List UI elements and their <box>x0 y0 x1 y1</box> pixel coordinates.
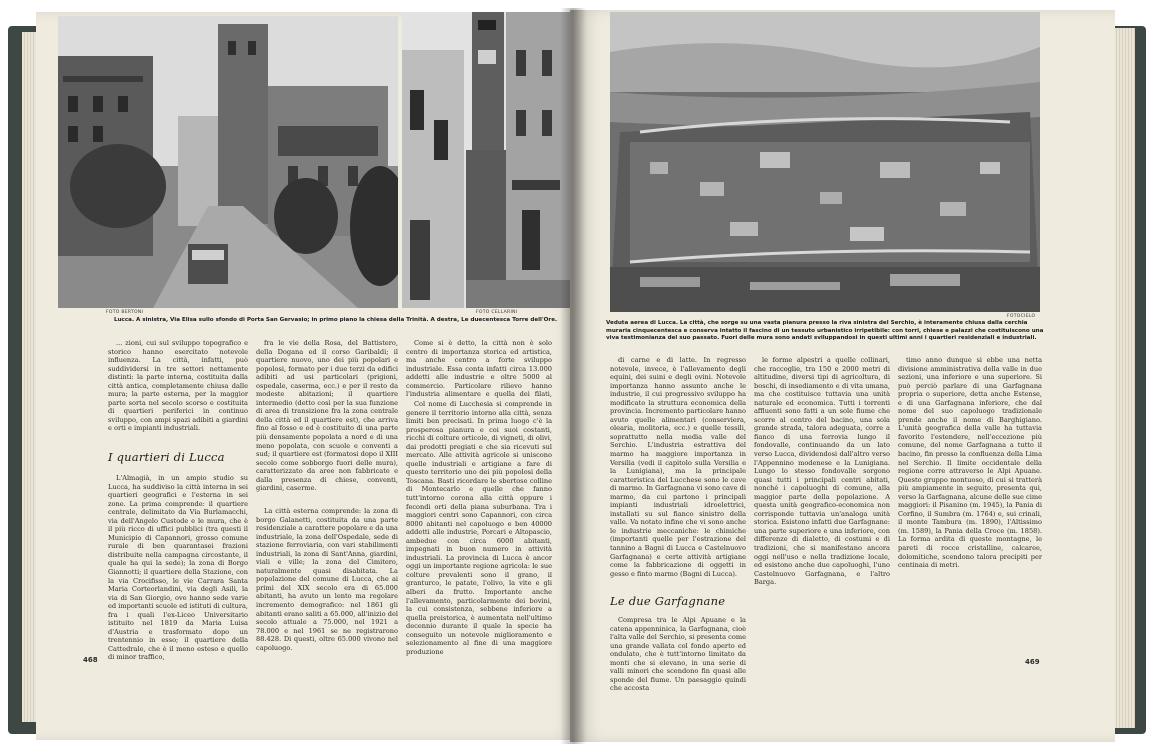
left-column-1-bottom: L'Almagià, in un ampio studio su Lucca, ha suddiviso la città interna in sei quartieri geografici e l'esterna in sei zone. La prima comprende: il quartiere centrale, delimitato da Via Burlamacchi, via dell'Angelo Custode e le mura, che è il più ricco di uffici pubblici (tra questi il Municipio di Capannori, grosso comune rurale di ben quarantasei frazioni distribuite nella campagna circostante, il quale ha qui la sede); la zona di Borgo Giannotti; il quartiere della Stazione, con la via Crocifisso, le vie Carrara Santa Maria Corteorlandini, via degli Asili, la via di San Giorgio, ove hanno sede varie ed importanti scuole ed istituti di cultura, fra i quali l'ex-Liceo Universitario istituito nel 1819 da Maria Luisa d'Austria e trasformato dopo un trentennio in esso; il quartiere della Cattedrale, che è il meno esteso e quello di minor traffico, <box>108 474 248 662</box>
left-caption: Lucca. A sinistra, Via Elisa sullo sfondo di Porta San Gervasio; in primo piano la chiesa della Trinità. A destra, Le duecentesca Torre dell'Ore. <box>114 317 558 323</box>
left-column-1-top: ... zioni, cui sul sviluppo topografico e storico hanno esercitato notevole influenza. La città, infatti, può suddividersi in tre settori nettamente distinti: la parte interna, costituita dalla città antica, completamente chiusa dalle mura; la parte esterna, per la maggior parte sorta nel secolo scorso e costituita di quartieri periferici in continuo sviluppo, con ampi spazi adibiti a giardini e orti e impianti industriali. <box>108 339 248 433</box>
left-column-2-bottom: La città esterna comprende: la zona di borgo Galanetti, costituita da una parte residenziale a carattere popolare e da una industriale, la zona dell'Ospedale, sede di stazione ferroviaria, con vari stabilimenti industriali, la zona di Sant'Anna, giardini, viali e ville; la zona del Cimitero, naturalmente quasi disabitata. La popolazione del comune di Lucca, che ai primi del XIX secolo era di 65.000 abitanti, ha avuto un lento ma regolare incremento demografico: nel 1861 gli abitanti erano saliti a 65.000, all'inizio del secolo attuale a 75.000, nel 1921 a 78.000 e nel 1961 se ne registrarono 88.428. Di questi, oltre 65.000 vivono nel capoluogo. <box>256 507 398 652</box>
photo-credit-left: FOTO BERTONI <box>106 310 144 315</box>
right-column-3: timo anno dunque si ebbe una netta divisione amministrativa della valle in due sezioni, una inferiore e una superiore. Si può perciò parlare di una Garfagnana propria o superiore, detta anche Estense, e di una Garfagnana inferiore, che dal nome del suo capoluogo tradizionale prende anche il nome di Barghigiano. L'unità geografica della valle ha tuttavia favorito l'estendere, nell'eccezione più comune, del nome Garfagnana a tutto il bacino, fin presso la confluenza della Lima nel Serchio. Il limite occidentale della regione corre attraverso le Alpi Apuane. Questo gruppo montuoso, di cui si tratterà più ampiamente in seguito, presenta qui, verso la Garfagnana, alcune delle sue cime maggiori: il Pisanino (m. 1945), la Pania di Corfino, il Sumbra (m. 1764) e, sui crinali, il monte Tambura (m. 1890), l'Altissimo (m. 1589), la Pania della Croce (m. 1858). La forma ardita di queste montagne, le pareti di rocce cristalline, calcaree, dolomitiche, scendono talora precipiti per centinaia di metri. <box>898 356 1042 570</box>
photo-torre-delle-ore <box>402 12 570 308</box>
photo-via-elisa <box>58 16 398 308</box>
right-column-1-bottom: Compresa tra le Alpi Apuane e la catena appenninica, la Garfagnana, cioè l'alta valle del Serchio, si presenta come una grande vallata col fondo aperto ed ondulato, che è tutt'intorno limitato da monti che si elevano, in una serie di valli minori che scendono fin quasi alle sponde del fiume. Un paesaggio quindi che accosta <box>610 616 746 693</box>
left-page <box>36 12 582 740</box>
left-column-3-top: Come si è detto, la città non è solo centro di importanza storica ed artistica, ma anche centro a forte sviluppo industriale. Essa conta infatti circa 13.000 addetti alle industrie e oltre 5000 al commercio. Particolare rilievo hanno l'industria alimentare e quella dei filati, <box>406 339 552 399</box>
right-caption: Veduta aerea di Lucca. La città, che sorge su una vasta pianura presso la riva sinistra del Serchio, è interamente chiusa dalla cerchia muraria cinquecentesca e conserva intatto il fascino di un tessuto urbanistico irripetibile: con torri, chiese e palazzi che costituiscono una viva testimonianza del suo passato. Fuori delle mura sono andati sviluppandosi in questi ultimi anni i quartieri residenziali e industriali. <box>606 320 1044 342</box>
left-column-3-bottom: Col nome di Lucchesia si comprende in genere il territorio intorno alla città, senza limiti ben precisati. In prima luogo c'è la prosperosa pianura e coi suoi costanti, ricchi di colture orticole, di vigneti, di olivi, dai prodotti pregiati e che sia ricevuti sul mercato. Alle attività agricole si uniscono quelle industriali e artigiane a fare di questo territorio uno dei più popolosi della Toscana. Basti ricordare le sbertose colline di Montecarlo e quelle che fanno tutt'intorno corona alla città oppure i fecondi orti della piana suburbana. Tra i maggiori centri sono Capannori, con circa 8000 abitanti nel capoluogo e ben 40000 addetti alle industrie, Porcari e Altopascio, ambedue con circa 6000 abitanti, impegnati in buon numero in attività industriali. La provincia di Lucca è ancor oggi un importante regione agricola: le sue colture prevalenti sono il grano, il granturco, le patate, l'olivo, la vite e gli alberi da frutto. Importante anche l'allevamento, particolarmente dei bovini, la cui consistenza, sebbene inferiore a quella preistorica, è aumentata nell'ultimo decennio durante il quale la specie ha conseguito un notevole miglioramento e selezionamento al fine di una maggiore produzione <box>406 400 552 656</box>
photo-credit-aerial: FOTOCIELO <box>1007 314 1036 319</box>
photo-credit-right: FOTO CELLARINI <box>476 310 518 315</box>
right-column-1-top: di carne e di latte. In regresso notevole, invece, è l'allevamento degli equini, dei suini e degli ovini. Notevole importanza hanno assunto anche le industrie, il cui progressivo sviluppo ha modificato la struttura economica della provincia. Incremento particolare hanno avuto quelle alimentari (conserviera, olearia, molitoria, ecc.) e quelle tessili, soprattutto nella media valle del Serchio. L'industria estrattiva del marmo ha maggiore importanza in Versilia (vedi il capitolo sulla Versilia e la Lunigiana), ma la principale caratteristica del Lucchese sono le cave di marmo. In Garfagnana vi sono cave di marmo, da cui partono i principali impianti industriali idroelettrici, installati su sul fianco sinistro della valle. Va notato infine che vi sono anche le industrie meccaniche: le chimiche (importanti quelle per l'estrazione del tannino a Bagni di Lucca e Castelnuovo Garfagnana) e certe attività artigiane come la fabbricazione di oggetti in gesso e finto marmo (Bagni di Lucca). <box>610 356 746 578</box>
page-number-left: 468 <box>83 656 98 664</box>
left-column-2-top: fra le vie della Rosa, del Battistero, della Dogana ed il corso Garibaldi; il quartiere nuovo, uno dei più popolari e popolosi, formato per i due terzi da edifici adibiti ad usi particolari (prigioni, ospedale, caserma, ecc.) e per il resto da modeste abitazioni; il quartiere intermedio (detto così per la sua funzione di area di transizione fra la zona centrale della città ed il quartiere est), che arriva fino al fosso e ed è costituito di una parte più densamente popolata a nord e di una meno popolata, con scuole e conventi a sud; il quartiere est (formatosi dopo il XIII secolo come sobborgo fuori delle mura), caratterizzato da aree non fabbricate e dalla presenza di chiese, conventi, giardini, caserme. <box>256 339 398 493</box>
photo-aerial-lucca <box>610 12 1040 312</box>
right-column-2: le forme alpestri a quelle collinari, che raccoglie, tra 150 e 2000 metri di altitudine, diversi tipi di agricoltura, di boschi, di insediamento e di vita umana, ma che costituisce tuttavia una unità naturale ed economica. Tutti i torrenti affluenti sono fatti a un sole fiume che scorre al centro del bacino, una sola grande strada, talora adeguata, corre a fianco di una ferrovia lungo il fondovalle, continuando da un lato verso Lucca, dividendosi dall'altro verso l'Appennino modenese e la Lunigiana. Lungo lo stesso fondovalle sorgono quasi tutti i principali centri abitati, nonché i capoluoghi di comune, alla maggior parte della popolazione. A questa unità geografico-economica non corrisponde tuttavia un'analoga unità storica. Esistono infatti due Garfagnane: una parte superiore e una inferiore, con differenze di dialetto, di costumi e di tradizioni, che si manifestano ancora oggi nell'uso e nella tradizione locale, ed esistono anche due capoluoghi, l'uno Castelnuovo Garfagnana, e l'altro Barga. <box>754 356 890 587</box>
section-heading-garfagnane: Le due Garfagnane <box>610 594 726 608</box>
section-heading-quartieri: I quartieri di Lucca <box>108 450 225 464</box>
page-number-right: 469 <box>1025 658 1040 666</box>
book-gutter <box>560 8 586 744</box>
right-page <box>570 10 1115 742</box>
